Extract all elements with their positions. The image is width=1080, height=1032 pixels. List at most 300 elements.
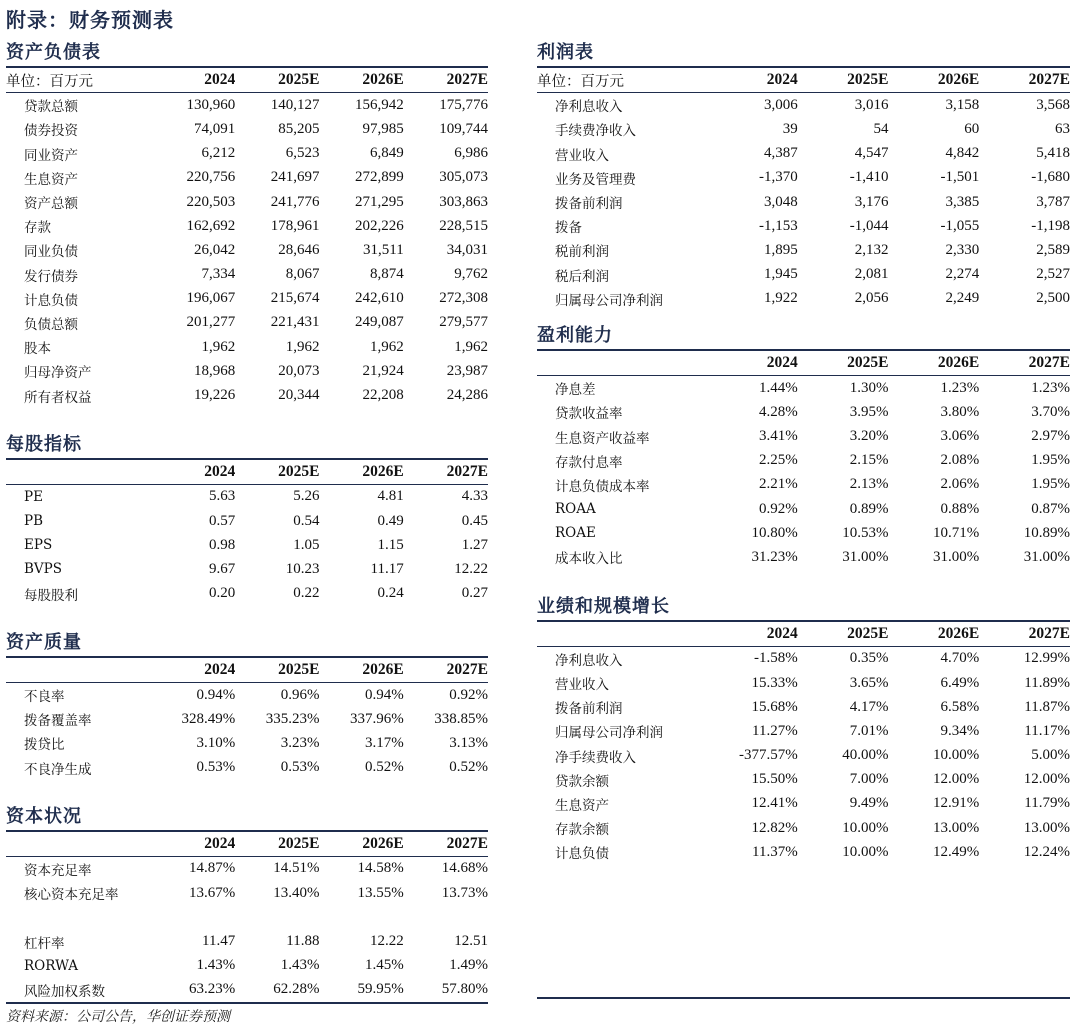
cell-value: 3.41% [759, 428, 798, 445]
table-row [6, 905, 488, 929]
cell-value: 0.96% [280, 686, 320, 703]
cell-value: 9,762 [454, 266, 488, 283]
cell-value: 15.33% [751, 674, 798, 691]
cell-value: 3,048 [764, 193, 798, 210]
row-label: EPS [24, 537, 53, 554]
table-row [6, 93, 488, 118]
cell-value: 1.95% [1031, 452, 1070, 469]
cell-value: 74,091 [194, 120, 236, 137]
cell-value: 2,589 [1036, 241, 1070, 258]
cell-value: 0.22 [293, 585, 320, 602]
row-label: 营业收入 [555, 147, 609, 164]
table-row [6, 238, 488, 262]
cell-value: 6.49% [940, 674, 980, 691]
cell-value: 31.00% [1023, 548, 1070, 565]
cell-value: 1.15 [377, 536, 404, 553]
row-label: 负债总额 [24, 316, 78, 333]
cell-value: 228,515 [439, 217, 488, 234]
cell-value: 1,922 [764, 290, 798, 307]
year-header: 2027E [446, 462, 488, 480]
cell-value: 201,277 [186, 314, 236, 331]
table-row [6, 117, 488, 141]
cell-value: 335.23% [265, 710, 320, 727]
cell-value: 31.00% [842, 548, 889, 565]
growth-title: 业绩和规模增长 [537, 594, 1070, 622]
year-header: 2027E [1028, 71, 1070, 89]
cell-value: 303,863 [439, 193, 488, 210]
cell-value: 12.51 [454, 933, 488, 950]
cell-value: 85,205 [278, 120, 320, 137]
table-row [537, 424, 1070, 448]
row-label: 归母净资产 [24, 365, 92, 382]
cell-value: 3.13% [449, 734, 488, 751]
table-row [6, 509, 488, 533]
cell-value: 3,385 [945, 193, 980, 210]
year-header: 2026E [362, 834, 404, 852]
cell-value: 7.01% [849, 722, 889, 739]
asset-quality-section [6, 630, 488, 780]
cell-value: 0.53% [196, 759, 236, 776]
cell-value: 279,577 [439, 314, 488, 331]
year-header: 2027E [446, 660, 488, 678]
cell-value: 10.89% [1023, 524, 1070, 541]
header-row [6, 658, 488, 683]
table-row [537, 840, 1070, 864]
cell-value: 196,067 [186, 290, 236, 307]
cell-value: 10.00% [842, 819, 889, 836]
growth-table [537, 622, 1070, 865]
table-row [537, 744, 1070, 768]
balance-sheet-section [6, 40, 488, 408]
table-row [6, 263, 488, 287]
cell-value: 338.85% [434, 710, 488, 727]
row-label: BVPS [24, 561, 63, 578]
cell-value: 3.17% [365, 734, 404, 751]
row-label: ROAE [555, 525, 596, 542]
cell-value: 5.26 [293, 488, 320, 505]
table-row [6, 582, 488, 606]
table-row [537, 449, 1070, 473]
cell-value: 0.24 [377, 585, 404, 602]
cell-value: 1.05 [293, 536, 320, 553]
cell-value: 40.00% [842, 747, 889, 764]
cell-value: 6.58% [940, 698, 980, 715]
year-header: 2027E [446, 834, 488, 852]
cell-value: 2.08% [940, 452, 980, 469]
cell-value: 12.82% [751, 819, 798, 836]
cell-value: 12.22 [370, 933, 404, 950]
cell-value: 12.24% [1023, 843, 1070, 860]
cell-value: 19,226 [194, 387, 236, 404]
table-row [6, 214, 488, 238]
header-row [537, 351, 1070, 376]
row-label: 核心资本充足率 [24, 887, 119, 904]
cell-value: 10.53% [842, 524, 889, 541]
row-label: 业务及管理费 [555, 171, 636, 188]
table-row [6, 287, 488, 311]
cell-value: 28,646 [278, 241, 320, 258]
cell-value: 2.97% [1031, 428, 1070, 445]
table-row [537, 117, 1070, 141]
table-row [537, 287, 1070, 311]
cell-value: -377.57% [739, 747, 798, 764]
table-row [6, 978, 488, 1002]
right-bottom-rule [537, 997, 1070, 999]
cell-value: 1,962 [454, 338, 488, 355]
cell-value: 1.30% [849, 379, 889, 396]
row-label: 存款 [24, 220, 51, 237]
table-row [537, 473, 1070, 497]
table-row [537, 166, 1070, 190]
cell-value: 31,511 [363, 241, 404, 258]
cell-value: 1.49% [449, 957, 488, 974]
cell-value: 11.79% [1024, 795, 1070, 812]
row-label: 生息资产 [555, 797, 609, 814]
balance-table [6, 68, 488, 408]
capital-table [6, 832, 488, 1002]
unit-header [6, 658, 151, 683]
cell-value: 6,849 [370, 145, 404, 162]
row-label: 不良净生成 [24, 761, 92, 778]
cell-value: 4.33 [461, 488, 488, 505]
year-header: 2025E [278, 462, 320, 480]
row-label: 所有者权益 [24, 389, 92, 406]
cell-value [235, 905, 319, 929]
cell-value: 54 [873, 120, 889, 137]
cell-value: 0.98 [209, 536, 236, 553]
cell-value: 12.00% [933, 771, 980, 788]
cell-value: -1,198 [1031, 217, 1070, 234]
page-title: 附录：财务预测表 [6, 8, 174, 32]
cell-value: 6,212 [201, 145, 236, 162]
year-header: 2024 [204, 462, 236, 480]
cell-value: 3.65% [849, 674, 889, 691]
cell-value: 175,776 [439, 96, 488, 113]
cell-value: 9.34% [940, 722, 980, 739]
cell-value: 130,960 [186, 96, 236, 113]
header-row [6, 68, 488, 93]
cell-value: 337.96% [350, 710, 404, 727]
cell-value: 4,842 [945, 145, 980, 162]
cell-value: 13.00% [1023, 819, 1070, 836]
cell-value: 7.00% [849, 771, 889, 788]
unit-header [6, 832, 151, 857]
cell-value: 1,895 [764, 241, 798, 258]
cell-value: 2.13% [849, 476, 889, 493]
row-label: 贷款收益率 [555, 406, 623, 423]
cell-value: 241,776 [270, 193, 320, 210]
unit-header [537, 622, 707, 647]
cell-value [404, 905, 488, 929]
cell-value: 0.45 [461, 512, 488, 529]
cell-value: 1,945 [764, 266, 798, 283]
asset-quality-title: 资产质量 [6, 630, 488, 658]
table-row [537, 521, 1070, 545]
cell-value: 6,986 [454, 145, 488, 162]
cell-value: 12.49% [933, 843, 980, 860]
cell-value: 220,756 [186, 169, 236, 186]
row-label: RORWA [24, 957, 79, 974]
table-row [537, 768, 1070, 792]
year-header: 2024 [204, 834, 236, 852]
cell-value: 0.20 [209, 585, 236, 602]
row-label: 归属母公司净利润 [555, 292, 663, 309]
row-label: 净手续费收入 [555, 749, 636, 766]
cell-value: -1,370 [759, 169, 798, 186]
cell-value: 7,334 [201, 266, 236, 283]
cell-value: 10.00% [842, 843, 889, 860]
cell-value: 3.80% [940, 403, 980, 420]
cell-value: 156,942 [355, 96, 404, 113]
cell-value: 0.35% [849, 650, 889, 667]
cell-value: 5,418 [1036, 145, 1070, 162]
unit-header: 单位：百万元 [537, 73, 624, 90]
cell-value: 2,330 [945, 241, 980, 258]
table-row [6, 484, 488, 509]
cell-value: -1,501 [940, 169, 980, 186]
year-header: 2025E [278, 660, 320, 678]
table-row [6, 881, 488, 905]
cell-value: 272,899 [355, 169, 404, 186]
capital-title: 资本状况 [6, 804, 488, 832]
year-header: 2024 [766, 71, 798, 89]
table-row [537, 646, 1070, 671]
cell-value: 271,295 [355, 193, 404, 210]
table-row [6, 359, 488, 383]
header-row [537, 622, 1070, 647]
cell-value: 328.49% [181, 710, 236, 727]
year-header: 2024 [766, 624, 798, 642]
row-label: 净息差 [555, 382, 596, 399]
table-row [6, 731, 488, 755]
year-header: 2027E [1028, 624, 1070, 642]
cell-value: 202,226 [355, 217, 404, 234]
unit-header: 单位：百万元 [6, 73, 93, 90]
row-label: 生息资产 [24, 171, 78, 188]
cell-value: 3.20% [849, 428, 889, 445]
cell-value: 4.17% [849, 698, 889, 715]
cell-value: 8,874 [370, 266, 404, 283]
cell-value: 12.41% [751, 795, 798, 812]
cell-value: 1,962 [285, 338, 320, 355]
row-label: 杠杆率 [24, 935, 65, 952]
cell-value: 31.00% [933, 548, 980, 565]
cell-value: 3,006 [764, 96, 798, 113]
cell-value: 63 [1055, 120, 1070, 137]
row-label: 生息资产收益率 [555, 430, 650, 447]
cell-value: 4.81 [377, 488, 404, 505]
cell-value: 178,961 [270, 217, 320, 234]
cell-value: 24,286 [446, 387, 488, 404]
cell-value: 13.40% [273, 884, 320, 901]
cell-value: 0.27 [461, 585, 488, 602]
cell-value: 2.15% [849, 452, 889, 469]
year-header: 2025E [278, 834, 320, 852]
cell-value: 10.00% [933, 747, 980, 764]
row-label: 贷款总额 [24, 99, 78, 116]
table-row [537, 376, 1070, 401]
row-label: 存款付息率 [555, 454, 623, 471]
cell-value: 1.27 [461, 536, 488, 553]
cell-value: 242,610 [355, 290, 404, 307]
table-row [6, 190, 488, 214]
cell-value: 2,249 [945, 290, 980, 307]
cell-value: 13.00% [933, 819, 980, 836]
cell-value: 241,697 [270, 169, 320, 186]
per-share-section [6, 432, 488, 606]
cell-value: 0.92% [449, 686, 488, 703]
year-header: 2026E [362, 71, 404, 89]
row-label: PE [24, 488, 43, 505]
cell-value: -1.58% [754, 650, 798, 667]
cell-value [151, 905, 235, 929]
asset-quality-table [6, 658, 488, 780]
cell-value: 57.80% [441, 981, 488, 998]
cell-value: 12.00% [1023, 771, 1070, 788]
left-column [6, 40, 488, 1004]
growth-section [537, 594, 1070, 865]
row-label: 贷款余额 [555, 773, 609, 790]
income-table [537, 68, 1070, 311]
cell-value: 0.89% [849, 500, 889, 517]
table-row [6, 533, 488, 557]
cell-value: 4.28% [759, 403, 798, 420]
cell-value: 6,523 [285, 145, 320, 162]
cell-value: 3,016 [854, 96, 889, 113]
cell-value: -1,680 [1031, 169, 1070, 186]
cell-value: 4,387 [764, 145, 798, 162]
cell-value: 0.92% [759, 500, 798, 517]
cell-value: 11.27% [752, 722, 798, 739]
cell-value: 3,787 [1036, 193, 1070, 210]
cell-value: 23,987 [446, 362, 488, 379]
cell-value: 215,674 [270, 290, 320, 307]
cell-value: 34,031 [446, 241, 488, 258]
year-header: 2024 [204, 71, 236, 89]
cell-value: 0.52% [365, 759, 404, 776]
table-row [537, 400, 1070, 424]
row-label: 计息负债成本率 [555, 478, 650, 495]
table-row [537, 545, 1070, 569]
cell-value: 31.23% [751, 548, 798, 565]
year-header: 2025E [278, 71, 320, 89]
row-label: 发行债券 [24, 268, 78, 285]
cell-value: 3.06% [940, 428, 980, 445]
row-label: 拨备覆盖率 [24, 713, 92, 730]
per-share-title: 每股指标 [6, 432, 488, 460]
cell-value: 3.95% [849, 403, 889, 420]
row-label: 债券投资 [24, 123, 78, 140]
cell-value: 0.94% [365, 686, 404, 703]
cell-value: 9.49% [849, 795, 889, 812]
cell-value: 0.94% [196, 686, 236, 703]
header-row [6, 460, 488, 485]
cell-value: 13.67% [189, 884, 236, 901]
cell-value: 2,274 [945, 266, 980, 283]
row-label [6, 905, 151, 929]
cell-value: 2,132 [854, 241, 889, 258]
balance-title: 资产负债表 [6, 40, 488, 68]
table-row [6, 383, 488, 407]
cell-value: 5.00% [1031, 747, 1070, 764]
cell-value: 0.53% [280, 759, 320, 776]
cell-value: 4.70% [940, 650, 980, 667]
cell-value: 4,547 [854, 145, 889, 162]
row-label: 同业负债 [24, 244, 78, 261]
row-label: 净利息收入 [555, 652, 623, 669]
year-header: 2026E [937, 624, 980, 642]
cell-value: 140,127 [270, 96, 320, 113]
table-row [6, 682, 488, 707]
cell-value: 0.49 [377, 512, 404, 529]
cell-value: 1.44% [759, 379, 798, 396]
cell-value: 11.47 [202, 933, 236, 950]
year-header: 2026E [362, 660, 404, 678]
table-row [537, 719, 1070, 743]
capital-section [6, 804, 488, 1004]
row-label: ROAA [555, 501, 596, 518]
year-header: 2024 [204, 660, 236, 678]
row-label: 营业收入 [555, 677, 609, 694]
year-header: 2026E [362, 462, 404, 480]
source-note: 资料来源：公司公告，华创证券预测 [6, 1009, 230, 1025]
cell-value: 1.45% [365, 957, 404, 974]
cell-value: 13.73% [441, 884, 488, 901]
year-header: 2027E [446, 71, 488, 89]
profitability-section [537, 323, 1070, 570]
cell-value: 3,568 [1036, 96, 1070, 113]
cell-value: 10.23 [285, 560, 320, 577]
cell-value: 162,692 [186, 217, 236, 234]
table-row [537, 142, 1070, 166]
profitability-table [537, 351, 1070, 570]
cell-value: 3,176 [854, 193, 889, 210]
cell-value: 22,208 [362, 387, 404, 404]
cell-value: 11.87% [1024, 698, 1070, 715]
cell-value: 2,056 [854, 290, 889, 307]
year-header: 2026E [937, 353, 980, 371]
row-label: 资产总额 [24, 196, 78, 213]
row-label: 拨备 [555, 220, 582, 237]
cell-value: 15.50% [751, 771, 798, 788]
cell-value: 1.23% [940, 379, 980, 396]
cell-value: 5.63 [209, 488, 236, 505]
cell-value: 59.95% [357, 981, 404, 998]
cell-value: -1,410 [849, 169, 889, 186]
table-row [6, 166, 488, 190]
row-label: 存款余额 [555, 822, 609, 839]
cell-value: 2.25% [759, 452, 798, 469]
cell-value: 39 [782, 120, 798, 137]
right-column [537, 40, 1070, 864]
cell-value: 3,158 [945, 96, 980, 113]
year-header: 2026E [937, 71, 980, 89]
cell-value: 0.88% [940, 500, 980, 517]
cell-value: 2.06% [940, 476, 980, 493]
table-row [537, 497, 1070, 521]
cell-value: 1,962 [370, 338, 404, 355]
cell-value: 2,081 [854, 266, 889, 283]
income-title: 利润表 [537, 40, 1070, 68]
row-label: 净利息收入 [555, 99, 623, 116]
table-row [537, 93, 1070, 118]
cell-value: 12.22 [454, 560, 488, 577]
row-label: PB [24, 513, 44, 530]
row-label: 计息负债 [555, 846, 609, 863]
row-label: 资本充足率 [24, 862, 92, 879]
cell-value: 12.91% [933, 795, 980, 812]
cell-value: 1.95% [1031, 476, 1070, 493]
